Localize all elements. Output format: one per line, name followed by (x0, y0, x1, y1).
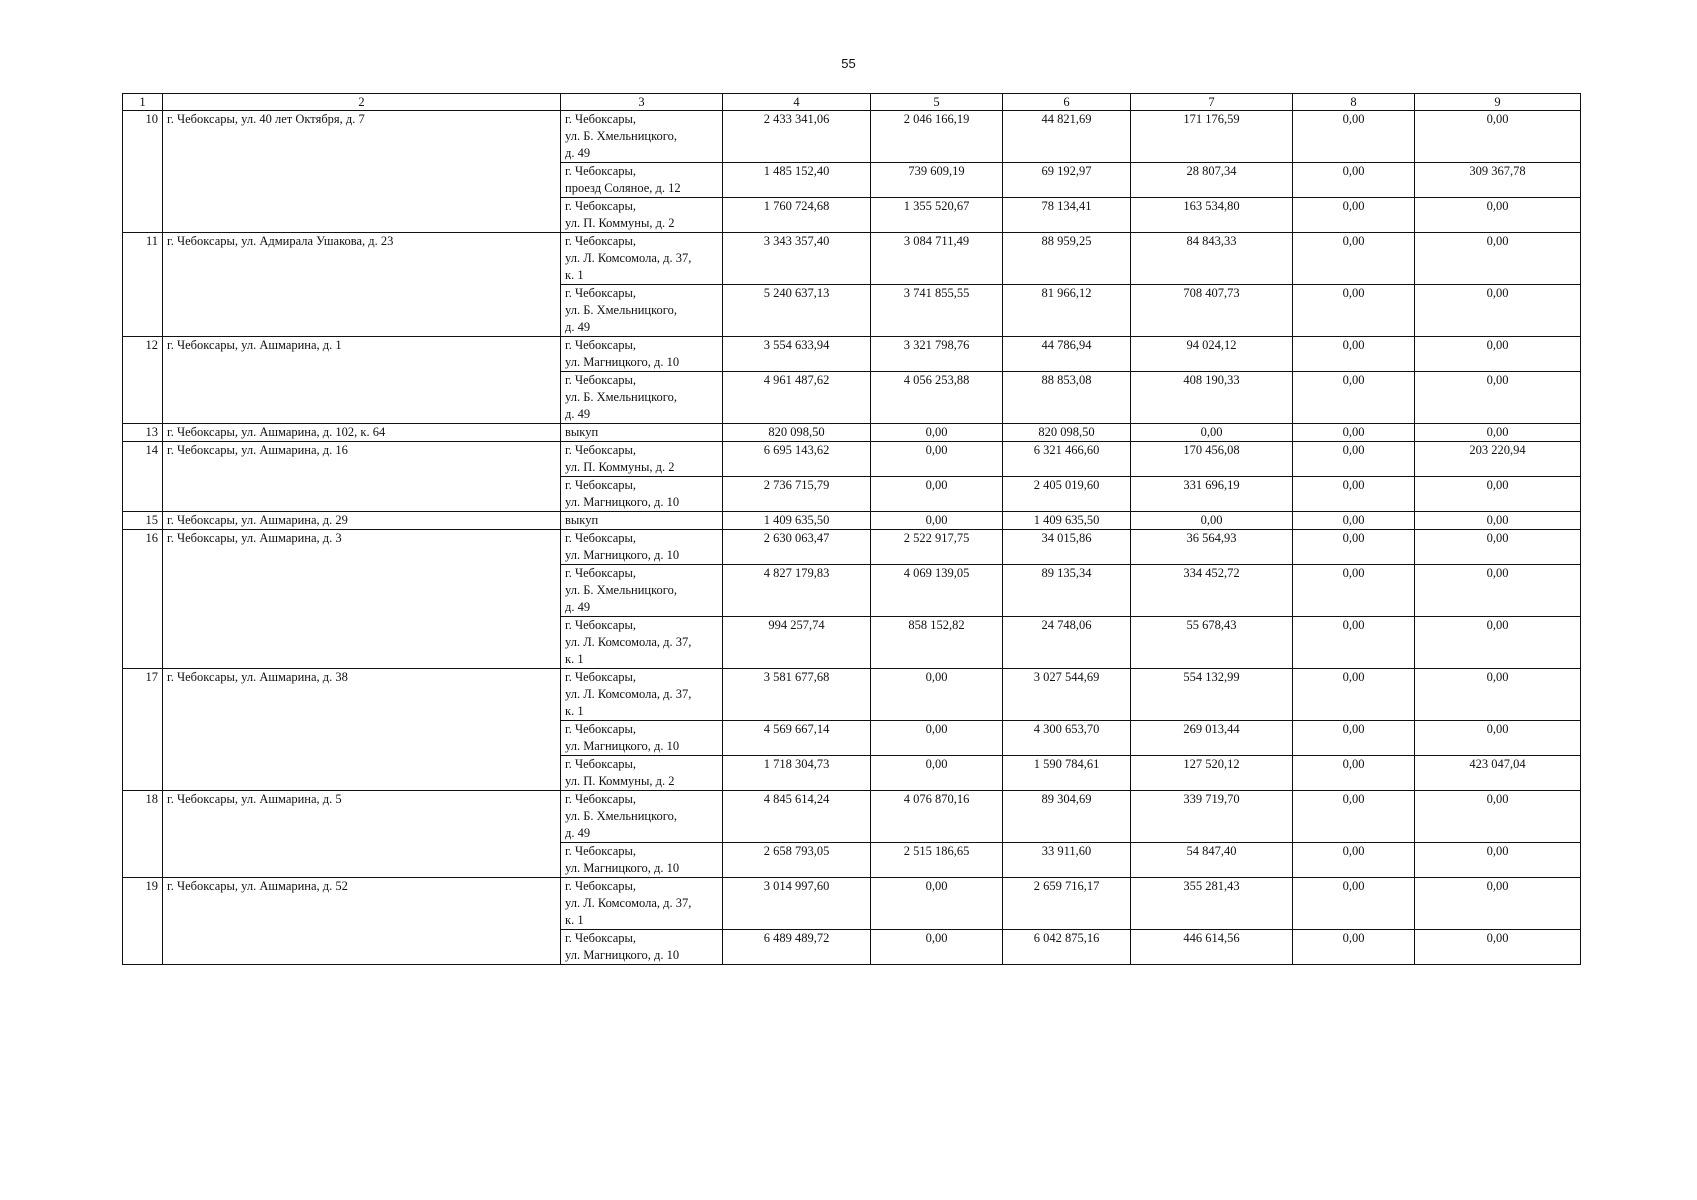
value-cell-c4: 6 695 143,62 (723, 442, 871, 477)
source-address: г. Чебоксары, ул. Б. Хмельницкого, д. 49 (561, 565, 723, 617)
value-cell-c6: 44 821,69 (1003, 111, 1131, 163)
value-cell-c9: 0,00 (1415, 285, 1581, 337)
column-header: 1 (123, 94, 163, 111)
value-cell-c5: 3 084 711,49 (871, 233, 1003, 285)
value-cell-c4: 6 489 489,72 (723, 930, 871, 965)
value-cell-c6: 1 409 635,50 (1003, 512, 1131, 530)
value-cell-c9: 0,00 (1415, 791, 1581, 843)
value-cell-c6: 4 300 653,70 (1003, 721, 1131, 756)
value-cell-c8: 0,00 (1293, 565, 1415, 617)
value-cell-c7: 84 843,33 (1131, 233, 1293, 285)
value-cell-c4: 1 760 724,68 (723, 198, 871, 233)
value-cell-c5: 0,00 (871, 477, 1003, 512)
table-row (123, 442, 1581, 477)
row-number: 18 (123, 791, 163, 878)
source-address: г. Чебоксары, ул. Л. Комсомола, д. 37, к. 1 (561, 617, 723, 669)
value-cell-c9: 0,00 (1415, 337, 1581, 372)
value-cell-c6: 34 015,86 (1003, 530, 1131, 565)
table-row (123, 337, 1581, 372)
value-cell-c5: 1 355 520,67 (871, 198, 1003, 233)
value-cell-c5: 0,00 (871, 721, 1003, 756)
value-cell-c7: 94 024,12 (1131, 337, 1293, 372)
value-cell-c8: 0,00 (1293, 512, 1415, 530)
table-row (123, 669, 1581, 721)
value-cell-c4: 2 630 063,47 (723, 530, 871, 565)
row-number: 10 (123, 111, 163, 233)
source-address: г. Чебоксары, ул. Магницкого, д. 10 (561, 530, 723, 565)
column-header: 7 (1131, 94, 1293, 111)
table-row (123, 791, 1581, 843)
value-cell-c9: 0,00 (1415, 565, 1581, 617)
source-address: г. Чебоксары, ул. П. Коммуны, д. 2 (561, 756, 723, 791)
value-cell-c6: 2 405 019,60 (1003, 477, 1131, 512)
object-address: г. Чебоксары, ул. Ашмарина, д. 16 (163, 442, 561, 512)
row-number: 11 (123, 233, 163, 337)
value-cell-c7: 554 132,99 (1131, 669, 1293, 721)
table-row (123, 233, 1581, 285)
value-cell-c4: 3 581 677,68 (723, 669, 871, 721)
value-cell-c5: 2 522 917,75 (871, 530, 1003, 565)
value-cell-c6: 89 304,69 (1003, 791, 1131, 843)
header-row (123, 94, 1581, 111)
value-cell-c4: 4 827 179,83 (723, 565, 871, 617)
value-cell-c4: 3 343 357,40 (723, 233, 871, 285)
source-address: г. Чебоксары, ул. Магницкого, д. 10 (561, 337, 723, 372)
row-number: 15 (123, 512, 163, 530)
value-cell-c4: 820 098,50 (723, 424, 871, 442)
source-address: г. Чебоксары, ул. Б. Хмельницкого, д. 49 (561, 111, 723, 163)
value-cell-c7: 708 407,73 (1131, 285, 1293, 337)
row-number: 14 (123, 442, 163, 512)
row-number: 17 (123, 669, 163, 791)
value-cell-c5: 0,00 (871, 930, 1003, 965)
value-cell-c7: 127 520,12 (1131, 756, 1293, 791)
value-cell-c8: 0,00 (1293, 756, 1415, 791)
value-cell-c7: 163 534,80 (1131, 198, 1293, 233)
value-cell-c7: 55 678,43 (1131, 617, 1293, 669)
value-cell-c5: 3 741 855,55 (871, 285, 1003, 337)
value-cell-c8: 0,00 (1293, 111, 1415, 163)
value-cell-c8: 0,00 (1293, 285, 1415, 337)
row-number: 19 (123, 878, 163, 965)
value-cell-c4: 2 736 715,79 (723, 477, 871, 512)
column-header: 3 (561, 94, 723, 111)
value-cell-c6: 33 911,60 (1003, 843, 1131, 878)
source-address: г. Чебоксары, ул. П. Коммуны, д. 2 (561, 198, 723, 233)
value-cell-c7: 54 847,40 (1131, 843, 1293, 878)
value-cell-c5: 0,00 (871, 878, 1003, 930)
value-cell-c6: 88 959,25 (1003, 233, 1131, 285)
source-address: г. Чебоксары, ул. Б. Хмельницкого, д. 49 (561, 285, 723, 337)
value-cell-c7: 0,00 (1131, 424, 1293, 442)
value-cell-c7: 0,00 (1131, 512, 1293, 530)
column-header: 6 (1003, 94, 1131, 111)
value-cell-c5: 4 076 870,16 (871, 791, 1003, 843)
value-cell-c8: 0,00 (1293, 424, 1415, 442)
value-cell-c4: 2 433 341,06 (723, 111, 871, 163)
value-cell-c6: 88 853,08 (1003, 372, 1131, 424)
value-cell-c4: 4 569 667,14 (723, 721, 871, 756)
column-header: 8 (1293, 94, 1415, 111)
value-cell-c9: 0,00 (1415, 477, 1581, 512)
source-address: г. Чебоксары, проезд Соляное, д. 12 (561, 163, 723, 198)
table-body (123, 111, 1581, 965)
value-cell-c9: 0,00 (1415, 424, 1581, 442)
value-cell-c7: 170 456,08 (1131, 442, 1293, 477)
value-cell-c4: 1 718 304,73 (723, 756, 871, 791)
value-cell-c9: 0,00 (1415, 198, 1581, 233)
table-row (123, 530, 1581, 565)
data-table (122, 93, 1581, 965)
object-address: г. Чебоксары, ул. 40 лет Октября, д. 7 (163, 111, 561, 233)
value-cell-c5: 2 515 186,65 (871, 843, 1003, 878)
source-address: г. Чебоксары, ул. Л. Комсомола, д. 37, к. 1 (561, 878, 723, 930)
value-cell-c7: 339 719,70 (1131, 791, 1293, 843)
table-row (123, 878, 1581, 930)
value-cell-c5: 2 046 166,19 (871, 111, 1003, 163)
value-cell-c4: 3 014 997,60 (723, 878, 871, 930)
row-number: 12 (123, 337, 163, 424)
value-cell-c6: 6 321 466,60 (1003, 442, 1131, 477)
value-cell-c9: 0,00 (1415, 617, 1581, 669)
value-cell-c8: 0,00 (1293, 617, 1415, 669)
value-cell-c4: 1 485 152,40 (723, 163, 871, 198)
source-address: г. Чебоксары, ул. Магницкого, д. 10 (561, 930, 723, 965)
column-header: 4 (723, 94, 871, 111)
value-cell-c8: 0,00 (1293, 163, 1415, 198)
value-cell-c9: 0,00 (1415, 843, 1581, 878)
source-address: г. Чебоксары, ул. Б. Хмельницкого, д. 49 (561, 791, 723, 843)
value-cell-c9: 0,00 (1415, 372, 1581, 424)
value-cell-c7: 446 614,56 (1131, 930, 1293, 965)
value-cell-c6: 2 659 716,17 (1003, 878, 1131, 930)
value-cell-c4: 994 257,74 (723, 617, 871, 669)
table-row (123, 111, 1581, 163)
value-cell-c6: 1 590 784,61 (1003, 756, 1131, 791)
value-cell-c7: 171 176,59 (1131, 111, 1293, 163)
value-cell-c8: 0,00 (1293, 337, 1415, 372)
source-address: г. Чебоксары, ул. Л. Комсомола, д. 37, к. 1 (561, 669, 723, 721)
row-number: 13 (123, 424, 163, 442)
value-cell-c8: 0,00 (1293, 442, 1415, 477)
value-cell-c6: 3 027 544,69 (1003, 669, 1131, 721)
value-cell-c5: 739 609,19 (871, 163, 1003, 198)
value-cell-c7: 269 013,44 (1131, 721, 1293, 756)
value-cell-c9: 0,00 (1415, 930, 1581, 965)
value-cell-c8: 0,00 (1293, 843, 1415, 878)
source-address: г. Чебоксары, ул. Б. Хмельницкого, д. 49 (561, 372, 723, 424)
source-address: г. Чебоксары, ул. Л. Комсомола, д. 37, к. 1 (561, 233, 723, 285)
value-cell-c9: 423 047,04 (1415, 756, 1581, 791)
value-cell-c7: 36 564,93 (1131, 530, 1293, 565)
value-cell-c8: 0,00 (1293, 669, 1415, 721)
source-address: г. Чебоксары, ул. П. Коммуны, д. 2 (561, 442, 723, 477)
value-cell-c9: 0,00 (1415, 878, 1581, 930)
value-cell-c9: 309 367,78 (1415, 163, 1581, 198)
value-cell-c5: 3 321 798,76 (871, 337, 1003, 372)
row-number: 16 (123, 530, 163, 669)
value-cell-c6: 81 966,12 (1003, 285, 1131, 337)
value-cell-c5: 0,00 (871, 512, 1003, 530)
value-cell-c6: 44 786,94 (1003, 337, 1131, 372)
value-cell-c4: 5 240 637,13 (723, 285, 871, 337)
source-address: г. Чебоксары, ул. Магницкого, д. 10 (561, 477, 723, 512)
value-cell-c9: 0,00 (1415, 530, 1581, 565)
object-address: г. Чебоксары, ул. Адмирала Ушакова, д. 23 (163, 233, 561, 337)
value-cell-c8: 0,00 (1293, 198, 1415, 233)
value-cell-c5: 4 069 139,05 (871, 565, 1003, 617)
object-address: г. Чебоксары, ул. Ашмарина, д. 52 (163, 878, 561, 965)
value-cell-c8: 0,00 (1293, 372, 1415, 424)
value-cell-c8: 0,00 (1293, 930, 1415, 965)
value-cell-c6: 820 098,50 (1003, 424, 1131, 442)
value-cell-c4: 1 409 635,50 (723, 512, 871, 530)
source-address: г. Чебоксары, ул. Магницкого, д. 10 (561, 721, 723, 756)
page-number: 55 (841, 56, 856, 71)
value-cell-c5: 4 056 253,88 (871, 372, 1003, 424)
value-cell-c8: 0,00 (1293, 477, 1415, 512)
table-row (123, 512, 1581, 530)
value-cell-c6: 6 042 875,16 (1003, 930, 1131, 965)
value-cell-c9: 0,00 (1415, 721, 1581, 756)
value-cell-c8: 0,00 (1293, 791, 1415, 843)
object-address: г. Чебоксары, ул. Ашмарина, д. 1 (163, 337, 561, 424)
value-cell-c8: 0,00 (1293, 530, 1415, 565)
value-cell-c5: 0,00 (871, 756, 1003, 791)
value-cell-c8: 0,00 (1293, 721, 1415, 756)
value-cell-c7: 355 281,43 (1131, 878, 1293, 930)
value-cell-c9: 0,00 (1415, 111, 1581, 163)
value-cell-c9: 0,00 (1415, 512, 1581, 530)
value-cell-c7: 28 807,34 (1131, 163, 1293, 198)
value-cell-c8: 0,00 (1293, 878, 1415, 930)
value-cell-c4: 2 658 793,05 (723, 843, 871, 878)
value-cell-c6: 89 135,34 (1003, 565, 1131, 617)
table-row (123, 424, 1581, 442)
source-address: выкуп (561, 424, 723, 442)
column-header: 2 (163, 94, 561, 111)
source-address: выкуп (561, 512, 723, 530)
value-cell-c9: 0,00 (1415, 669, 1581, 721)
value-cell-c5: 0,00 (871, 424, 1003, 442)
column-header: 9 (1415, 94, 1581, 111)
object-address: г. Чебоксары, ул. Ашмарина, д. 102, к. 64 (163, 424, 561, 442)
object-address: г. Чебоксары, ул. Ашмарина, д. 5 (163, 791, 561, 878)
value-cell-c7: 334 452,72 (1131, 565, 1293, 617)
value-cell-c5: 0,00 (871, 669, 1003, 721)
value-cell-c6: 24 748,06 (1003, 617, 1131, 669)
value-cell-c4: 4 961 487,62 (723, 372, 871, 424)
value-cell-c7: 408 190,33 (1131, 372, 1293, 424)
value-cell-c4: 3 554 633,94 (723, 337, 871, 372)
column-header: 5 (871, 94, 1003, 111)
value-cell-c7: 331 696,19 (1131, 477, 1293, 512)
value-cell-c8: 0,00 (1293, 233, 1415, 285)
value-cell-c4: 4 845 614,24 (723, 791, 871, 843)
object-address: г. Чебоксары, ул. Ашмарина, д. 3 (163, 530, 561, 669)
value-cell-c5: 858 152,82 (871, 617, 1003, 669)
value-cell-c5: 0,00 (871, 442, 1003, 477)
source-address: г. Чебоксары, ул. Магницкого, д. 10 (561, 843, 723, 878)
value-cell-c9: 0,00 (1415, 233, 1581, 285)
object-address: г. Чебоксары, ул. Ашмарина, д. 29 (163, 512, 561, 530)
value-cell-c6: 69 192,97 (1003, 163, 1131, 198)
value-cell-c9: 203 220,94 (1415, 442, 1581, 477)
object-address: г. Чебоксары, ул. Ашмарина, д. 38 (163, 669, 561, 791)
value-cell-c6: 78 134,41 (1003, 198, 1131, 233)
